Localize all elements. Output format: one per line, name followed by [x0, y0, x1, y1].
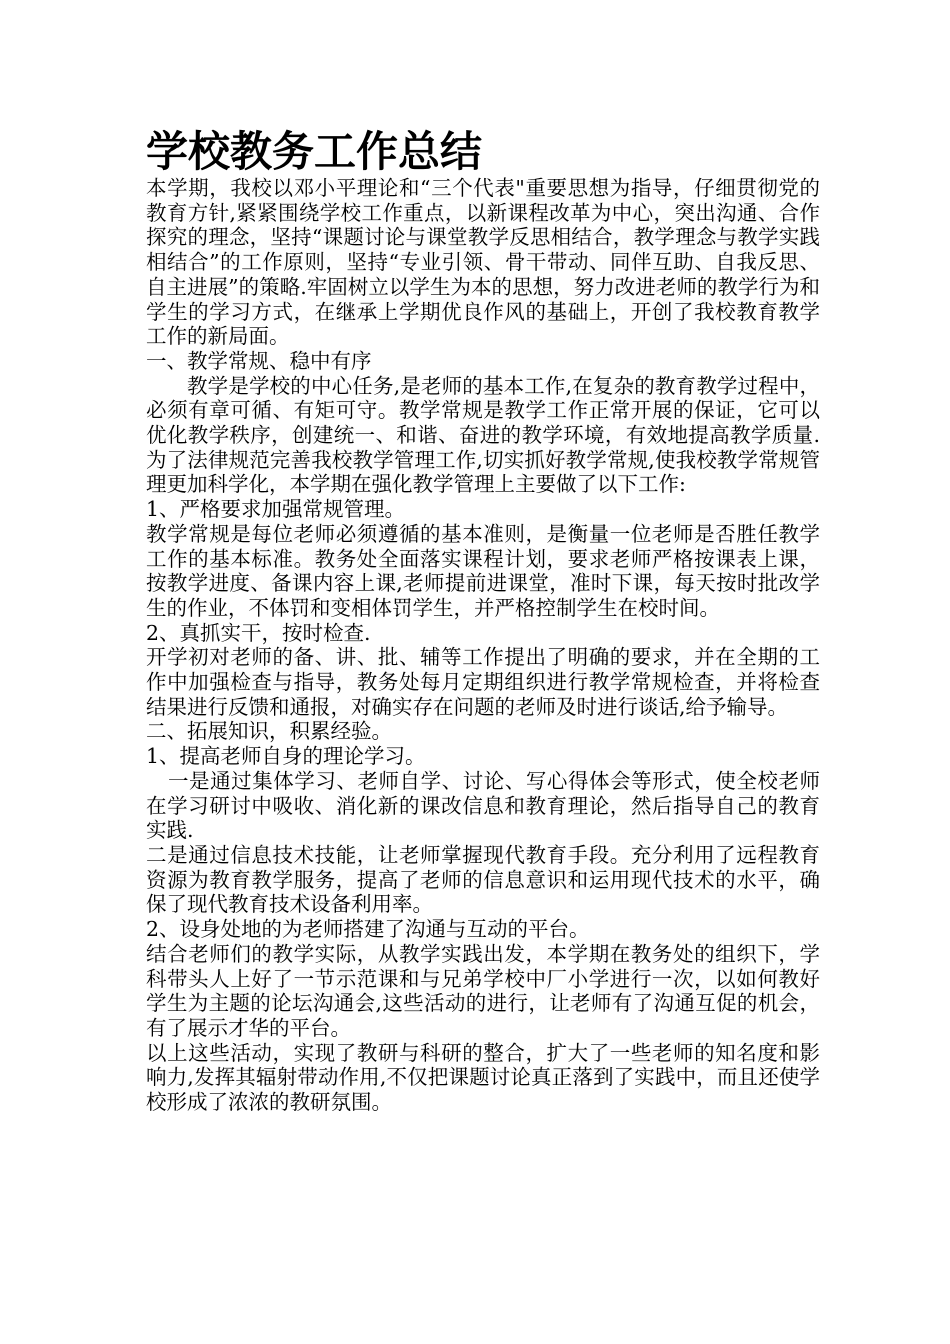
paragraph: 1、严格要求加强常规管理。 — [146, 497, 406, 522]
paragraph: 本学期，我校以邓小平理论和“三个代表"重要思想为指导，仔细贯彻党的教育方针,紧紧围绕学校工作重点，以新课程改革为中心，突出沟通、合作探究的理念，坚持“课题讨论与课堂教学反思相结合，教学理念与教学实践相结合”的工作原则，坚持“专业引领、骨干带动、同伴互助、自我反思、自主进展”的策略.牢固树立以学生为本的思想，努力改进老师的教学行为和学生的学习方式，在继承上学期优良作风的基础上，开创了我校教育教学工作的新局面。 — [146, 176, 820, 349]
paragraph: 教学是学校的中心任务,是老师的基本工作,在复杂的教育教学过程中，必须有章可循、有矩可守。教学常规是教学工作正常开展的保证，它可以优化教学秩序，创建统一、和谐、奋进的教学环境，有效地提高教学质量.为了法律规范完善我校教学管理工作,切实抓好教学常规,使我校教学常规管理更加科学化，本学期在强化教学管理上主要做了以下工作: — [146, 373, 820, 497]
paragraph: 2、设身处地的为老师搭建了沟通与互动的平台。 — [146, 917, 590, 942]
paragraph: 二是通过信息技术技能，让老师掌握现代教育手段。充分利用了远程教育资源为教育教学服务，提高了老师的信息意识和运用现代技术的水平，确保了现代教育技术设备利用率。 — [146, 842, 820, 917]
paragraph: 开学初对老师的备、讲、批、辅等工作提出了明确的要求，并在全期的工作中加强检查与指导，教务处每月定期组织进行教学常规检查，并将检查结果进行反馈和通报，对确实存在问题的老师及时进行谈话,给予输导。 — [146, 645, 820, 719]
paragraph: 1、提高老师自身的理论学习。 — [146, 744, 426, 769]
paragraph: 一、教学常规、稳中有序 — [146, 348, 372, 373]
document-page — [146, 128, 820, 1115]
paragraph: 以上这些活动，实现了教研与科研的整合，扩大了一些老师的知名度和影响力,发挥其辐射带动作用,不仅把课题讨论真正落到了实践中，而且还使学校形成了浓浓的教研氛围。 — [146, 1040, 820, 1115]
paragraph: 二、拓展知识，积累经验。 — [146, 719, 392, 744]
paragraph: 结合老师们的教学实际，从教学实践出发，本学期在教务处的组织下，学科带头人上好了一节示范课和与兄弟学校中厂小学进行一次，以如何教好学生为主题的论坛沟通会,这些活动的进行，让老师有了沟通互促的机会，有了展示才华的平台。 — [146, 941, 820, 1040]
paragraph: 2、真抓实干，按时检查. — [146, 620, 371, 645]
document-body — [146, 176, 820, 1115]
document-title: 学校教务工作总结 — [146, 127, 483, 176]
paragraph: 教学常规是每位老师必须遵循的基本准则，是衡量一位老师是否胜任教学工作的基本标准。教务处全面落实课程计划，要求老师严格按课表上课，按教学进度、备课内容上课,老师提前进课堂，准时下课，每天按时批改学生的作业，不体罚和变相体罚学生，并严格控制学生在校时间。 — [146, 521, 820, 620]
paragraph: 一是通过集体学习、老师自学、讨论、写心得体会等形式，使全校老师在学习研讨中吸收、消化新的课改信息和教育理论，然后指导自己的教育实践. — [146, 768, 820, 843]
